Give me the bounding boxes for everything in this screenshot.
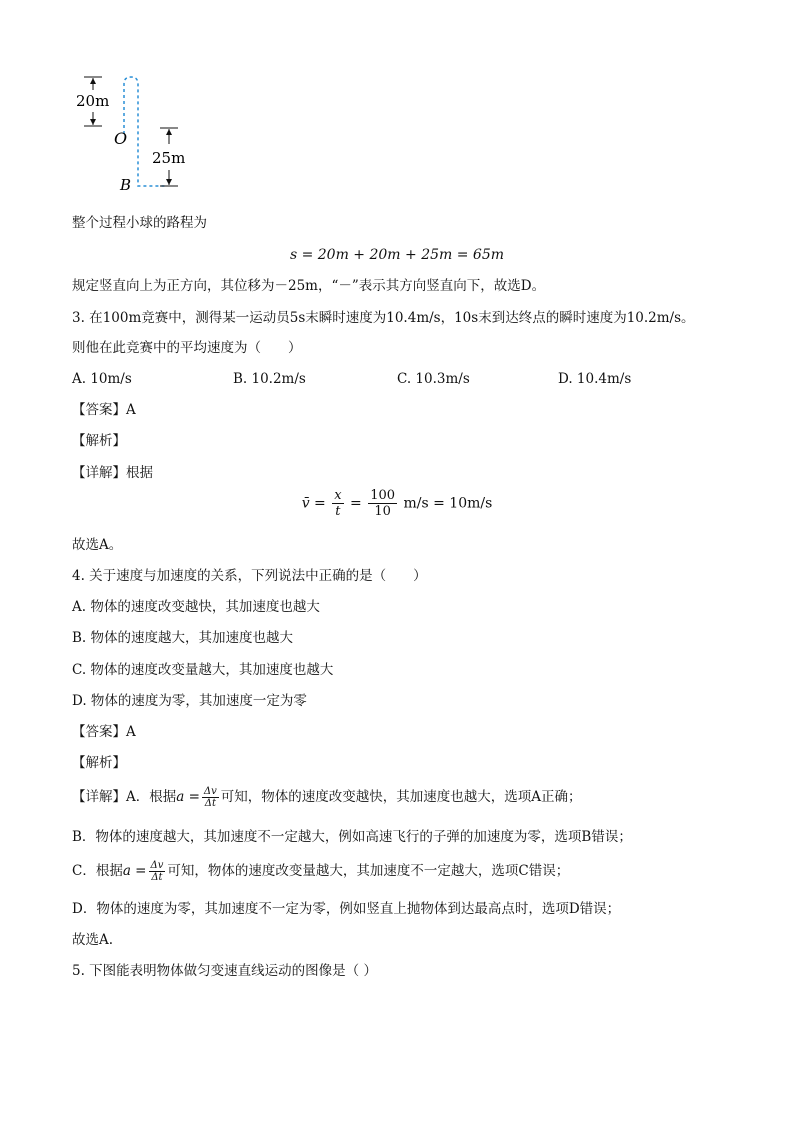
q3-option-b: B. 10.2m/s xyxy=(233,371,306,387)
dim-25m-arrowhead-down xyxy=(166,179,172,185)
q4-option-b: B. 物体的速度越大，其加速度也越大 xyxy=(72,630,294,646)
label-25m: 25m xyxy=(152,149,186,167)
q4-fraction-dv-over-dt-a: $\frac{\Delta v}{\Delta t}$ xyxy=(203,786,217,809)
q3-option-a: A. 10m/s xyxy=(72,371,132,387)
q3-fraction-100-over-10: $\frac{100}{10}$ xyxy=(370,488,396,519)
q3-option-c: C. 10.3m/s xyxy=(397,371,470,387)
q3-stem-line2: 则他在此竞赛中的平均速度为（ ） xyxy=(72,340,302,356)
motion-path-diagram xyxy=(72,72,212,197)
q4-option-a: A. 物体的速度改变越快，其加速度也越大 xyxy=(72,599,320,615)
q3-stem-line1: 3. 在100m竞赛中，测得某一运动员5s末瞬时速度为10.4m/s，10s末到达终点的瞬时速度为10.2m/s。 xyxy=(72,310,695,326)
q3-fraction-x-over-t: $\frac{x}{t}$ xyxy=(334,488,342,519)
q3-average-velocity-formula: v̄ = $\frac{x}{t}$ = $\frac{100}{10}$ m/s = 10m/s xyxy=(301,488,493,519)
displacement-text: 规定竖直向上为正方向，其位移为－25m，“－”表示其方向竖直向下，故选D。 xyxy=(72,278,546,294)
label-20m: 20m xyxy=(76,92,110,110)
label-O: O xyxy=(114,129,128,148)
q4-detail-d: D．物体的速度为零，其加速度不一定为零，例如竖直上抛物体到达最高点时，选项D错误； xyxy=(72,901,621,917)
dim-25m-arrowhead-up xyxy=(166,129,172,135)
path-formula: s = 20m + 20m + 25m = 65m xyxy=(289,247,505,263)
path-intro: 整个过程小球的路程为 xyxy=(72,215,207,231)
q3-detail-prefix: 【详解】根据 xyxy=(72,465,153,481)
q5-stem: 5. 下图能表明物体做匀变速直线运动的图像是（ ） xyxy=(72,963,377,979)
dim-20m-arrowhead-up xyxy=(90,78,96,84)
q4-option-d: D. 物体的速度为零，其加速度一定为零 xyxy=(72,693,307,709)
q3-formula-lhs: v̄ = xyxy=(301,495,326,512)
q4-detail-b: B．物体的速度越大，其加速度不一定越大，例如高速飞行的子弹的加速度为零，选项B错误； xyxy=(72,829,632,845)
q4-stem: 4. 关于速度与加速度的关系，下列说法中正确的是（ ） xyxy=(72,568,427,584)
q4-fraction-dv-over-dt-c: $\frac{\Delta v}{\Delta t}$ xyxy=(150,860,164,883)
q4-detail-c: C．根据a = $\frac{\Delta v}{\Delta t}$ 可知，物体的速度改变量越大，其加速度不一定越大，选项C错误； xyxy=(72,860,570,883)
q4-analysis-heading: 【解析】 xyxy=(72,755,126,771)
label-B: B xyxy=(120,176,132,194)
dim-20m-arrowhead-down xyxy=(90,119,96,125)
q3-conclusion: 故选A。 xyxy=(72,537,123,553)
ball-path-dashed xyxy=(124,77,167,186)
q3-option-d: D. 10.4m/s xyxy=(558,371,632,387)
q4-answer: 【答案】A xyxy=(72,724,136,740)
q4-option-c: C. 物体的速度改变量越大，其加速度也越大 xyxy=(72,662,334,678)
q3-answer: 【答案】A xyxy=(72,402,136,418)
q4-conclusion: 故选A. xyxy=(72,932,114,948)
q4-detail-a: 【详解】A．根据a = $\frac{\Delta v}{\Delta t}$ 可知，物体的速度改变越快，其加速度也越大，选项A正确； xyxy=(72,786,582,809)
q3-analysis-heading: 【解析】 xyxy=(72,433,126,449)
